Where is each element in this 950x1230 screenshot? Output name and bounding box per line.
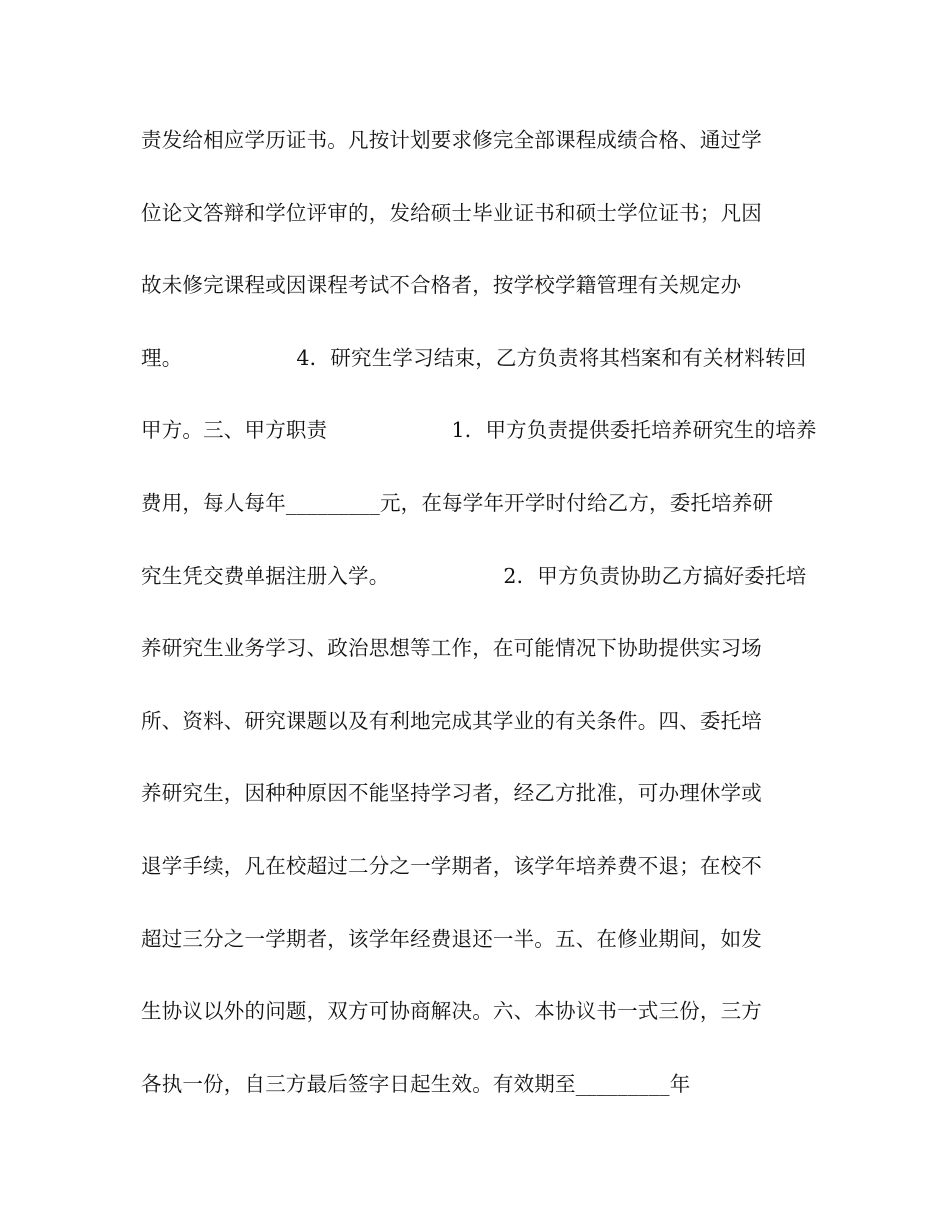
text-line-5: 甲方。三、甲方职责 1．甲方负责提供委托培养研究生的培养 [141,418,817,443]
text-line-13: 生协议以外的问题，双方可协商解决。六、本协议书一式三份，三方 [141,999,762,1024]
text-line-6: 费用，每人每年_________元，在每学年开学时付给乙方，委托培养研 [141,490,774,515]
text-line-3: 故未修完课程或因课程考试不合格者，按学校学籍管理有关规定办 [141,273,742,298]
text-line-12: 超过三分之一学期者，该学年经费退还一半。五、在修业期间，如发 [141,926,762,951]
text-line-1: 责发给相应学历证书。凡按计划要求修完全部课程成绩合格、通过学 [141,128,762,152]
text-line-4: 理。 4．研究生学习结束，乙方负责将其档案和有关材料转回 [141,345,807,370]
text-line-14: 各执一份，自三方最后签字日起生效。有效期至_________年 [141,1071,691,1096]
text-line-8: 养研究生业务学习、政治思想等工作，在可能情况下协助提供实习场 [141,636,762,661]
text-line-7: 究生凭交费单据注册入学。 2．甲方负责协助乙方搞好委托培 [141,563,807,588]
document-body [141,117,821,1133]
text-line-9: 所、资料、研究课题以及有利地完成其学业的有关条件。四、委托培 [141,708,762,733]
text-line-11: 退学手续，凡在校超过二分之一学期者，该学年培养费不退；在校不 [141,853,762,878]
text-line-2: 位论文答辩和学位评审的，发给硕士毕业证书和硕士学位证书；凡因 [141,200,762,225]
text-line-10: 养研究生，因种种原因不能坚持学习者，经乙方批准，可办理休学或 [141,781,762,806]
